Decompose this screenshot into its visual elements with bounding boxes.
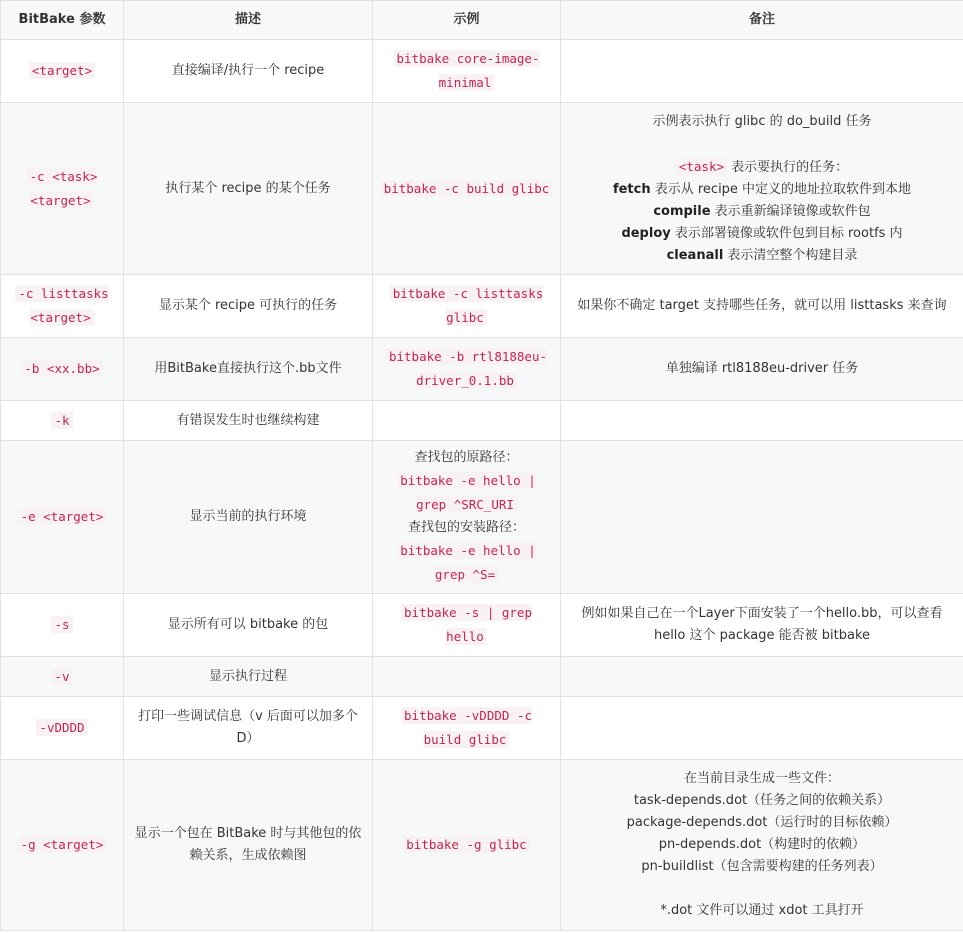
- note-cell: [561, 103, 963, 275]
- note-line: 在当前目录生成一些文件：: [683, 771, 840, 786]
- note-item: deploy 表示部署镜像或软件包到目标 rootfs 内: [621, 225, 903, 241]
- param-code: -k: [51, 412, 72, 429]
- param-code: -b <xx.bb>: [21, 360, 102, 377]
- example-cell: [373, 441, 561, 594]
- example-code: bitbake -s | grep hello: [401, 604, 532, 645]
- param-code: -vDDDD: [36, 719, 87, 736]
- note-item: fetch 表示从 recipe 中定义的地址拉取软件到本地: [612, 181, 912, 197]
- desc-cell: 用BitBake直接执行这个.bb文件: [124, 338, 373, 401]
- note-item: cleanall 表示清空整个构建目录: [666, 247, 858, 263]
- note-cell: [561, 401, 963, 441]
- desc-cell: 显示执行过程: [124, 657, 373, 697]
- example-cell: [373, 657, 561, 697]
- table-row: [1, 441, 963, 594]
- param-code: -v: [51, 668, 72, 685]
- param-code: -g <target>: [18, 836, 107, 853]
- note-cell: 例如如果自己在一个Layer下面安装了一个hello.bb，可以查看 hello 这个 package 能否被 bitbake: [561, 594, 963, 657]
- table-row: [1, 275, 963, 338]
- note-line: pn-depends.dot（构建时的依赖）: [658, 837, 866, 852]
- note-cell: 单独编译 rtl8188eu-driver 任务: [561, 338, 963, 401]
- example-code: bitbake -g glibc: [403, 836, 529, 853]
- note-cell: 如果你不确定 target 支持哪些任务，就可以用 listtasks 来查询: [561, 275, 963, 338]
- note-line: package-depends.dot（运行时的目标依赖）: [626, 815, 898, 830]
- example-code: bitbake -c build glibc: [381, 180, 553, 197]
- example-label: 查找包的安装路径：: [407, 520, 525, 535]
- table-row: [1, 40, 963, 103]
- param-code: <target>: [29, 62, 95, 79]
- example-code: bitbake -vDDDD -c build glibc: [401, 707, 532, 748]
- header-row: [1, 1, 963, 40]
- note-task-line: [567, 155, 957, 179]
- desc-cell: 显示所有可以 bitbake 的包: [124, 594, 373, 657]
- task-text: 表示要执行的任务：: [727, 159, 849, 175]
- note-cell: [561, 760, 963, 931]
- header-note: 备注: [561, 1, 963, 40]
- header-param: BitBake 参数: [1, 1, 124, 40]
- param-code: -c listtasks <target>: [15, 285, 108, 326]
- param-code: -s: [51, 616, 72, 633]
- desc-cell: 直接编译/执行一个 recipe: [124, 40, 373, 103]
- desc-cell: 有错误发生时也继续构建: [124, 401, 373, 441]
- table-row: [1, 657, 963, 697]
- example-label: 查找包的原路径：: [414, 450, 519, 465]
- desc-cell: 执行某个 recipe 的某个任务: [124, 103, 373, 275]
- desc-cell: 打印一些调试信息（v 后面可以加多个 D）: [124, 697, 373, 760]
- example-cell: [373, 401, 561, 441]
- note-cell: [561, 657, 963, 697]
- desc-cell: 显示某个 recipe 可执行的任务: [124, 275, 373, 338]
- table-row: [1, 338, 963, 401]
- note-footer: *.dot 文件可以通过 xdot 工具打开: [660, 903, 864, 918]
- example-code: bitbake -e hello | grep ^SRC_URI: [397, 472, 535, 513]
- note-cell: [561, 40, 963, 103]
- table-row: [1, 103, 963, 275]
- example-code: bitbake -c listtasks glibc: [390, 285, 544, 326]
- example-code: bitbake -e hello | grep ^S=: [397, 542, 535, 583]
- note-item: compile 表示重新编译镜像或软件包: [653, 203, 871, 219]
- note-line: task-depends.dot（任务之间的依赖关系）: [633, 793, 891, 808]
- table-row: [1, 760, 963, 931]
- param-code: -c <task> <target>: [27, 168, 98, 209]
- example-code: bitbake -b rtl8188eu-driver_0.1.bb: [386, 348, 547, 389]
- desc-cell: 显示一个包在 BitBake 时与其他包的依赖关系，生成依赖图: [124, 760, 373, 931]
- param-code: -e <target>: [18, 508, 107, 525]
- note-line: pn-buildlist（包含需要构建的任务列表）: [641, 859, 883, 874]
- header-desc: 描述: [124, 1, 373, 40]
- table-row: [1, 401, 963, 441]
- table-row: [1, 697, 963, 760]
- note-cell: [561, 441, 963, 594]
- note-cell: [561, 697, 963, 760]
- header-example: 示例: [373, 1, 561, 40]
- example-code: bitbake core-image-minimal: [394, 50, 540, 91]
- task-code: <task>: [676, 158, 727, 175]
- desc-cell: 显示当前的执行环境: [124, 441, 373, 594]
- table-row: [1, 594, 963, 657]
- note-intro: 示例表示执行 glibc 的 do_build 任务: [652, 113, 872, 129]
